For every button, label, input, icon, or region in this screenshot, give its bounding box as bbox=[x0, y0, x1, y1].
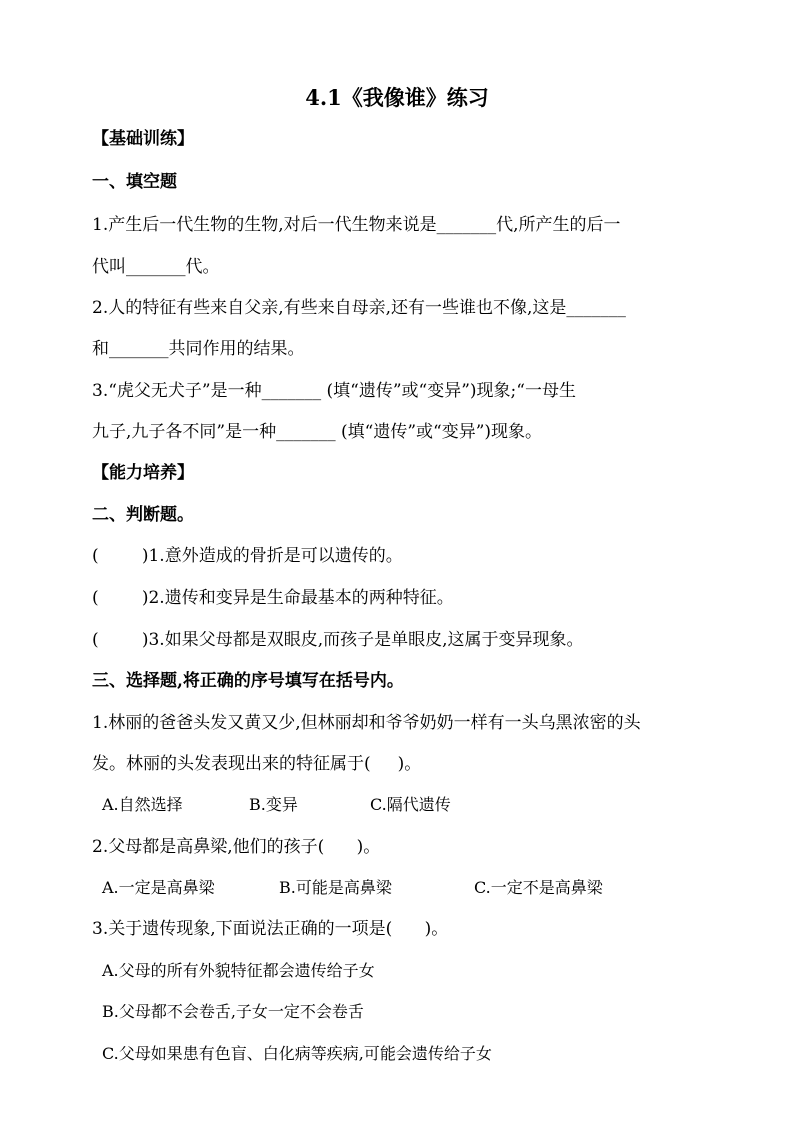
fill-blank-q1-line1: 1.产生后一代生物的生物,对后一代生物来说是_______代,所产生的后一 bbox=[92, 215, 621, 235]
judgement-q3: ( )3.如果父母都是双眼皮,而孩子是单眼皮,这属于变异现象。 bbox=[92, 630, 584, 650]
choice-q3: 3.关于遗传现象,下面说法正确的一项是( )。 bbox=[92, 919, 449, 939]
choice-q1-line2: 发。林丽的头发表现出来的特征属于( )。 bbox=[92, 754, 422, 774]
fill-blank-q3-line1: 3.“虎父无犬子”是一种_______ (填“遗传”或“变异”)现象;“一母生 bbox=[92, 381, 576, 401]
choice-q1-option-b: B.变异 bbox=[249, 795, 298, 814]
fill-blank-q2-line1: 2.人的特征有些来自父亲,有些来自母亲,还有一些谁也不像,这是_______ bbox=[92, 298, 626, 318]
choice-q2-option-a: A.一定是高鼻梁 bbox=[102, 878, 215, 897]
choice-q3-option-c: C.父母如果患有色盲、白化病等疾病,可能会遗传给子女 bbox=[102, 1044, 492, 1063]
choice-heading: 三、选择题,将正确的序号填写在括号内。 bbox=[92, 671, 404, 691]
choice-q2-option-b: B.可能是高鼻梁 bbox=[279, 878, 392, 897]
page-title: 4.1《我像谁》练习 bbox=[305, 85, 489, 110]
choice-q3-option-b: B.父母都不会卷舌,子女一定不会卷舌 bbox=[102, 1002, 364, 1021]
choice-q1-option-a: A.自然选择 bbox=[102, 795, 183, 814]
fill-blank-heading: 一、填空题 bbox=[92, 172, 177, 192]
choice-q2-option-c: C.一定不是高鼻梁 bbox=[474, 878, 603, 897]
judgement-q1: ( )1.意外造成的骨折是可以遗传的。 bbox=[92, 546, 403, 566]
section-ability-heading: 【能力培养】 bbox=[92, 463, 194, 483]
judgement-heading: 二、判断题。 bbox=[92, 505, 194, 525]
fill-blank-q3-line2: 九子,九子各不同”是一种_______ (填“遗传”或“变异”)现象。 bbox=[92, 422, 543, 442]
choice-q1-option-c: C.隔代遗传 bbox=[370, 795, 451, 814]
choice-q1-line1: 1.林丽的爸爸头发又黄又少,但林丽却和爷爷奶奶一样有一头乌黑浓密的头 bbox=[92, 713, 641, 733]
section-basic-heading: 【基础训练】 bbox=[92, 129, 194, 149]
choice-q2: 2.父母都是高鼻梁,他们的孩子( )。 bbox=[92, 837, 381, 857]
fill-blank-q2-line2: 和_______共同作用的结果。 bbox=[92, 339, 305, 359]
fill-blank-q1-line2: 代叫_______代。 bbox=[92, 257, 220, 277]
choice-q3-option-a: A.父母的所有外貌特征都会遗传给子女 bbox=[102, 961, 375, 980]
judgement-q2: ( )2.遗传和变异是生命最基本的两种特征。 bbox=[92, 588, 454, 608]
